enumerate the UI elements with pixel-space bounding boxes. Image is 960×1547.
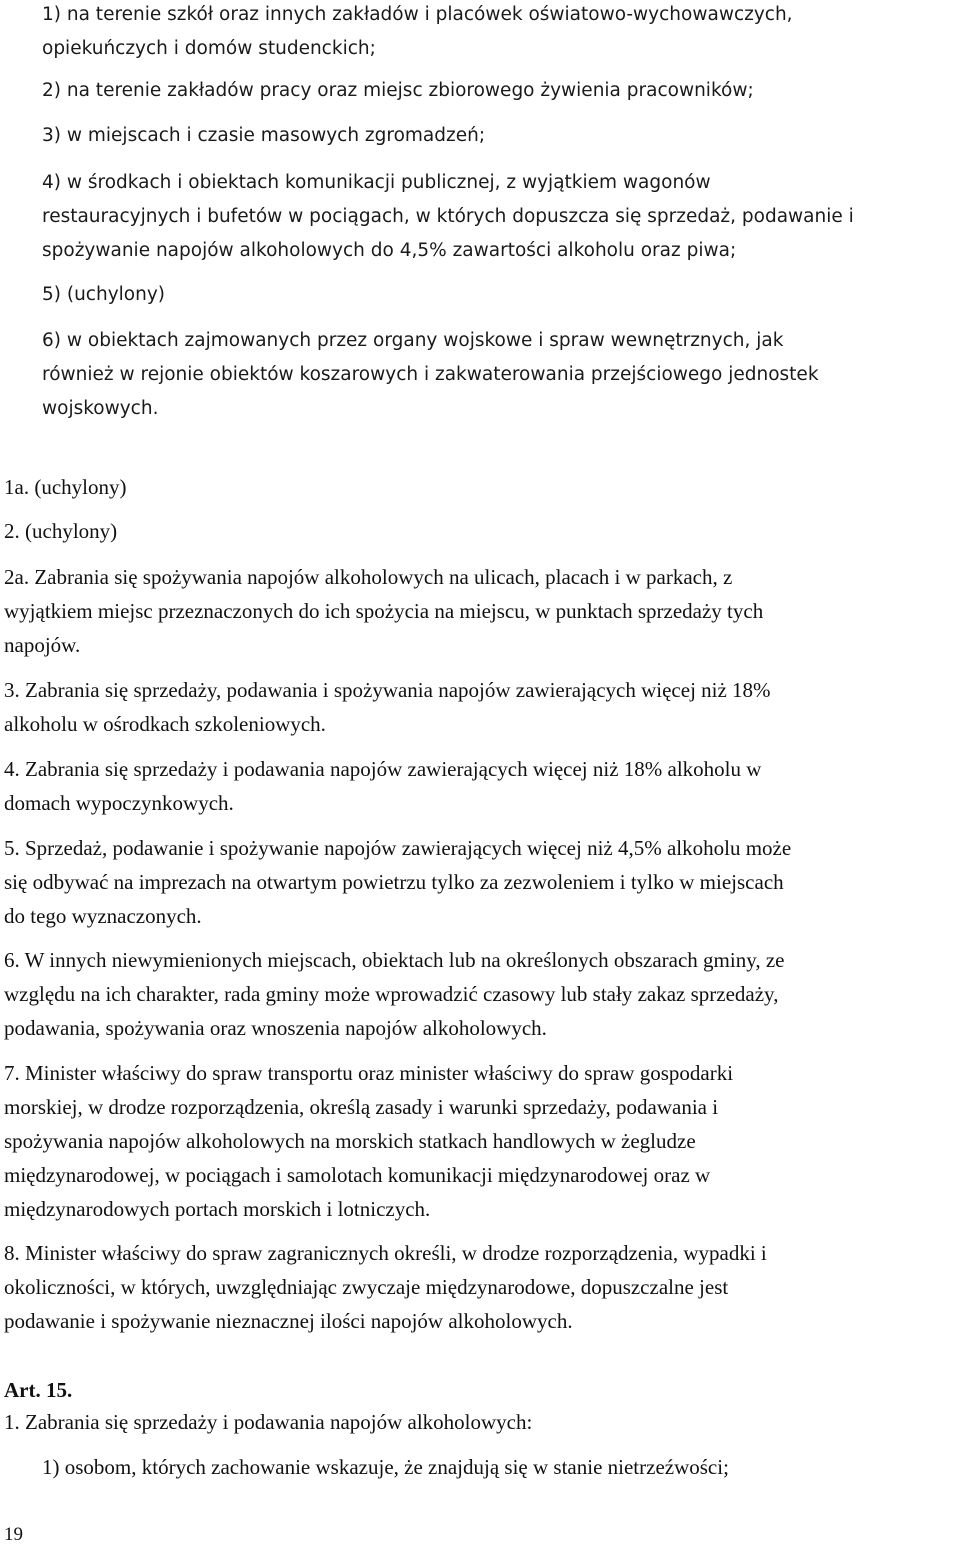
text-line: 5. Sprzedaż, podawanie i spożywanie napojów zawierających więcej niż 4,5% alkoholu może (4, 836, 792, 860)
text-line: wojskowych. (42, 398, 159, 419)
text-line: 3. Zabrania się sprzedaży, podawania i spożywania napojów zawierających więcej niż 18% (4, 678, 771, 702)
text-line: 2. (uchylony) (4, 519, 118, 543)
text-line: 6. W innych niewymienionych miejscach, obiektach lub na określonych obszarach gminy, ze (4, 948, 785, 972)
text-line: międzynarodowych portach morskich i lotniczych. (4, 1197, 431, 1221)
text-line: domach wypoczynkowych. (4, 791, 234, 815)
text-line: międzynarodowej, w pociągach i samolotach komunikacji międzynarodowej oraz w (4, 1163, 711, 1187)
text-line: 8. Minister właściwy do spraw zagranicznych określi, w drodze rozporządzenia, wypadki i (4, 1241, 767, 1265)
text-line: 6) w obiektach zajmowanych przez organy wojskowe i spraw wewnętrznych, jak (42, 330, 784, 351)
article-paragraph-1: 1. Zabrania się sprzedaży i podawania napojów alkoholowych: (4, 1410, 533, 1434)
text-line: morskiej, w drodze rozporządzenia, określą zasady i warunki sprzedaży, podawania i (4, 1095, 719, 1119)
text-line: się odbywać na imprezach na otwartym powietrzu tylko za zezwoleniem i tylko w miejscach (4, 870, 784, 894)
text-line: restauracyjnych i bufetów w pociągach, w których dopuszcza się sprzedaż, podawanie i (42, 206, 854, 227)
text-line: 3) w miejscach i czasie masowych zgromadzeń; (42, 125, 486, 146)
text-line: opiekuńczych i domów studenckich; (42, 38, 376, 59)
article-item-1: 1) osobom, których zachowanie wskazuje, że znajdują się w stanie nietrzeźwości; (42, 1455, 729, 1479)
text-line: 4. Zabrania się sprzedaży i podawania napojów zawierających więcej niż 18% alkoholu w (4, 757, 762, 781)
text-line: podawanie i spożywanie nieznacznej ilości napojów alkoholowych. (4, 1309, 573, 1333)
text-line: 5) (uchylony) (42, 284, 166, 305)
text-line: okoliczności, w których, uwzględniając zwyczaje międzynarodowe, dopuszczalne jest (4, 1275, 729, 1299)
text-line: spożywania napojów alkoholowych na morskich statkach handlowych w żegludze (4, 1129, 696, 1153)
text-line: 1a. (uchylony) (4, 475, 127, 499)
text-line: alkoholu w ośrodkach szkoleniowych. (4, 712, 326, 736)
text-line: 4) w środkach i obiektach komunikacji publicznej, z wyjątkiem wagonów (42, 172, 711, 193)
text-line: 2) na terenie zakładów pracy oraz miejsc zbiorowego żywienia pracowników; (42, 80, 754, 101)
text-line: również w rejonie obiektów koszarowych i zakwaterowania przejściowego jednostek (42, 364, 819, 385)
text-line: napojów. (4, 633, 81, 657)
text-line: względu na ich charakter, rada gminy może wprowadzić czasowy lub stały zakaz sprzedaży, (4, 982, 779, 1006)
text-line: podawania, spożywania oraz wnoszenia napojów alkoholowych. (4, 1016, 547, 1040)
text-line: 2a. Zabrania się spożywania napojów alkoholowych na ulicach, placach i w parkach, z (4, 565, 733, 589)
text-line: 7. Minister właściwy do spraw transportu oraz minister właściwy do spraw gospodarki (4, 1061, 734, 1085)
article-heading: Art. 15. (4, 1378, 73, 1402)
text-line: 1) na terenie szkół oraz innych zakładów i placówek oświatowo-wychowawczych, (42, 4, 793, 25)
page-number: 19 (4, 1524, 23, 1545)
text-line: spożywanie napojów alkoholowych do 4,5% zawartości alkoholu oraz piwa; (42, 240, 737, 261)
text-line: wyjątkiem miejsc przeznaczonych do ich spożycia na miejscu, w punktach sprzedaży tych (4, 599, 764, 623)
text-line: do tego wyznaczonych. (4, 904, 202, 928)
